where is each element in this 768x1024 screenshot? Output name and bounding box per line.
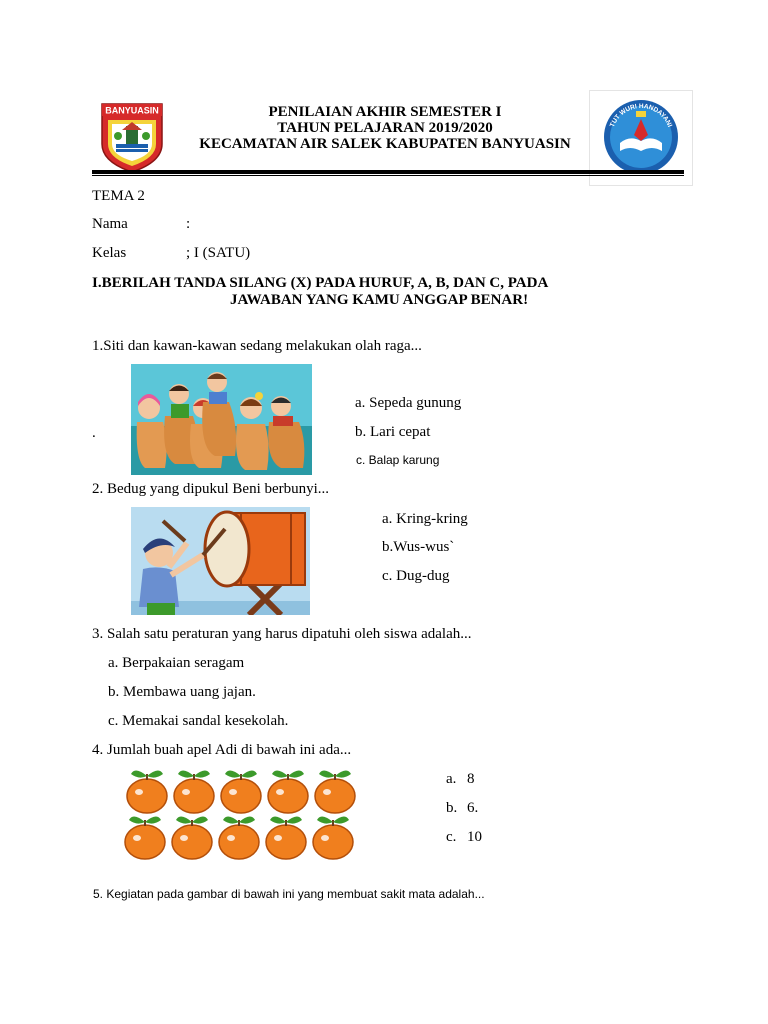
question-3-option-b: b. Membawa uang jajan.: [108, 684, 256, 700]
question-5-text: 5. Kegiatan pada gambar di bawah ini yang membuat sakit mata adalah...: [93, 887, 485, 901]
banyuasin-emblem: [96, 100, 168, 174]
question-4-option-a-value: 8: [467, 771, 475, 787]
question-1-dot: .: [92, 425, 96, 441]
instruction-line-1: I.BERILAH TANDA SILANG (X) PADA HURUF, A, B, DAN C, PADA: [92, 275, 549, 291]
orange-fruit: [127, 770, 167, 813]
header-district: KECAMATAN AIR SALEK KABUPATEN BANYUASIN: [199, 136, 571, 152]
sack-race-illustration: [131, 364, 312, 475]
header-school-year: TAHUN PELAJARAN 2019/2020: [277, 120, 493, 136]
fruit-group: [120, 766, 360, 866]
orange-fruit: [221, 770, 261, 813]
sack-race-picture: [131, 364, 312, 475]
drum-picture: [131, 507, 310, 615]
orange-fruits-illustration: [120, 766, 360, 866]
orange-fruit: [268, 770, 308, 813]
orange-fruit: [174, 770, 214, 813]
name-separator: :: [186, 216, 191, 232]
left-logo-text: BANYUASIN: [105, 105, 159, 116]
question-2-option-c: c. Dug-dug: [382, 568, 450, 584]
bedug-illustration: [131, 507, 310, 615]
question-3-text: 3. Salah satu peraturan yang harus dipatuhi oleh siswa adalah...: [92, 626, 472, 642]
right-logo-text: TUT WURI HANDAYANI: [608, 102, 674, 129]
class-label: Kelas: [92, 245, 127, 261]
question-1-option-b: b. Lari cepat: [355, 424, 431, 440]
orange-fruit: [266, 816, 306, 859]
question-3-option-a: a. Berpakaian seragam: [108, 655, 245, 671]
name-label: Nama: [92, 216, 128, 232]
header-rule: [92, 170, 684, 174]
orange-fruit: [315, 770, 355, 813]
orange-fruit: [125, 816, 165, 859]
question-1-option-c: c. Balap karung: [356, 453, 440, 467]
question-4-option-b-value: 6.: [467, 800, 479, 816]
question-2-option-a: a. Kring-kring: [382, 511, 468, 527]
header-rule-thin: [92, 175, 684, 176]
class-value: ; I (SATU): [186, 245, 251, 261]
question-4-option-c-letter: c.: [446, 829, 457, 845]
exam-header: [175, 104, 595, 152]
question-4-option-b-letter: b.: [446, 800, 458, 816]
theme-label: TEMA 2: [92, 188, 145, 204]
orange-fruit: [219, 816, 259, 859]
question-3-option-c: c. Memakai sandal kesekolah.: [108, 713, 289, 729]
question-1-option-a: a. Sepeda gunung: [355, 395, 462, 411]
question-1-text: 1.Siti dan kawan-kawan sedang melakukan olah raga...: [92, 338, 422, 354]
header-title: PENILAIAN AKHIR SEMESTER I: [268, 104, 502, 120]
instruction-line-2: JAWABAN YANG KAMU ANGGAP BENAR!: [230, 292, 529, 308]
question-4-option-c-value: 10: [467, 829, 482, 845]
left-logo: [96, 100, 168, 174]
question-4-option-a-letter: a.: [446, 771, 457, 787]
question-4-text: 4. Jumlah buah apel Adi di bawah ini ada...: [92, 742, 352, 758]
question-2-option-b: b.Wus-wus`: [382, 539, 455, 555]
orange-fruit: [313, 816, 353, 859]
orange-fruit: [172, 816, 212, 859]
question-2-text: 2. Bedug yang dipukul Beni berbunyi...: [92, 481, 330, 497]
